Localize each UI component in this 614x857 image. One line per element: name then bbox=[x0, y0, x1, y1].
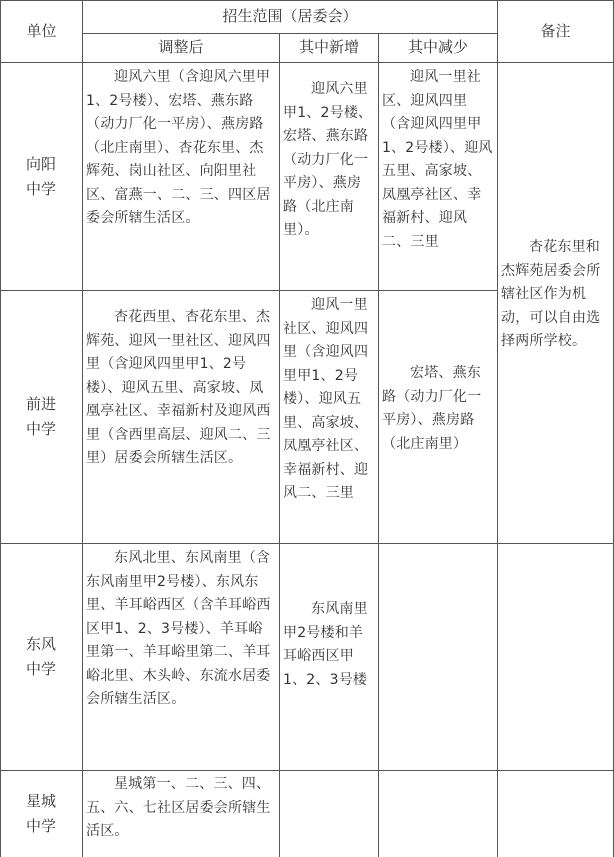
added-range bbox=[280, 773, 378, 857]
reduced-range bbox=[379, 773, 497, 857]
grid-line bbox=[0, 0, 1, 857]
header-range: 招生范围（居委会） bbox=[222, 7, 358, 26]
header-added: 其中新增 bbox=[298, 38, 359, 57]
header-reduced: 其中减少 bbox=[407, 38, 468, 57]
reduced-range: 迎风一里社区、迎风四里（含迎风四里甲1、2号楼）、迎风五里、高家坡、凤凰亭社区、幸福新村、迎风二、三里 bbox=[382, 69, 493, 250]
school-name: 向阳中学 bbox=[25, 154, 56, 198]
added-range: 迎风一里社区、迎风四里（含迎风四里甲1、2号楼）、迎风五里、高家坡、凤凰亭社区、幸福新村、迎风二、三里 bbox=[283, 297, 369, 501]
adjusted-range: 星城第一、二、三、四、五、六、七社区居委会所辖生活区。 bbox=[86, 776, 271, 839]
grid-line bbox=[0, 290, 497, 291]
header-notes: 备注 bbox=[540, 21, 571, 40]
grid-line bbox=[0, 770, 614, 771]
adjusted-range: 杏花西里、杏花东里、杰辉苑、迎风一里社区、迎风四里（含迎风四里甲1、2号楼）、迎风五里、高家坡、凤凰亭社区、幸福新村及迎风西里（含西里高层、迎风二、三里）居委会所辖生活区。 bbox=[86, 309, 271, 466]
school-name: 前进中学 bbox=[25, 395, 56, 438]
added-range: 东风南里甲2号楼和羊耳峪西区甲1、2、3号楼 bbox=[283, 601, 368, 688]
header-adjusted: 调整后 bbox=[158, 38, 204, 57]
grid-line bbox=[497, 0, 498, 857]
reduced-range bbox=[379, 547, 497, 770]
adjusted-range: 迎风六里（含迎风六里甲1、2号楼）、宏塔、燕东路（动力厂化一平房）、燕房路（北庄南里）、杏花东里、杰辉苑、岗山社区、向阳里社区、富燕一、二、三、四区居委会所辖生活区。 bbox=[86, 69, 271, 226]
adjusted-range: 东风北里、东风南里（含东风南里甲2号楼）、东风东里、羊耳峪西区（含羊耳峪西区甲1、2、3号楼）、羊耳峪里第一、羊耳峪里第二、羊耳峪北里、木头岭、东流水居委会所辖生活区。 bbox=[86, 550, 271, 707]
school-name: 星城中学 bbox=[25, 792, 56, 835]
grid-line bbox=[0, 543, 614, 544]
school-name: 东风中学 bbox=[25, 635, 56, 678]
grid-line bbox=[0, 62, 614, 63]
reduced-range: 宏塔、燕东路（动力厂化一平房）、燕房路（北庄南里） bbox=[382, 365, 482, 452]
header-unit: 单位 bbox=[26, 21, 57, 40]
added-range: 迎风六里甲1、2号楼、宏塔、燕东路（动力厂化一平房）、燕房路（北庄南里）。 bbox=[283, 81, 373, 238]
note: 杏花东里和杰辉苑居委会所辖社区作为机动，可以自由选择两所学校。 bbox=[501, 239, 601, 349]
